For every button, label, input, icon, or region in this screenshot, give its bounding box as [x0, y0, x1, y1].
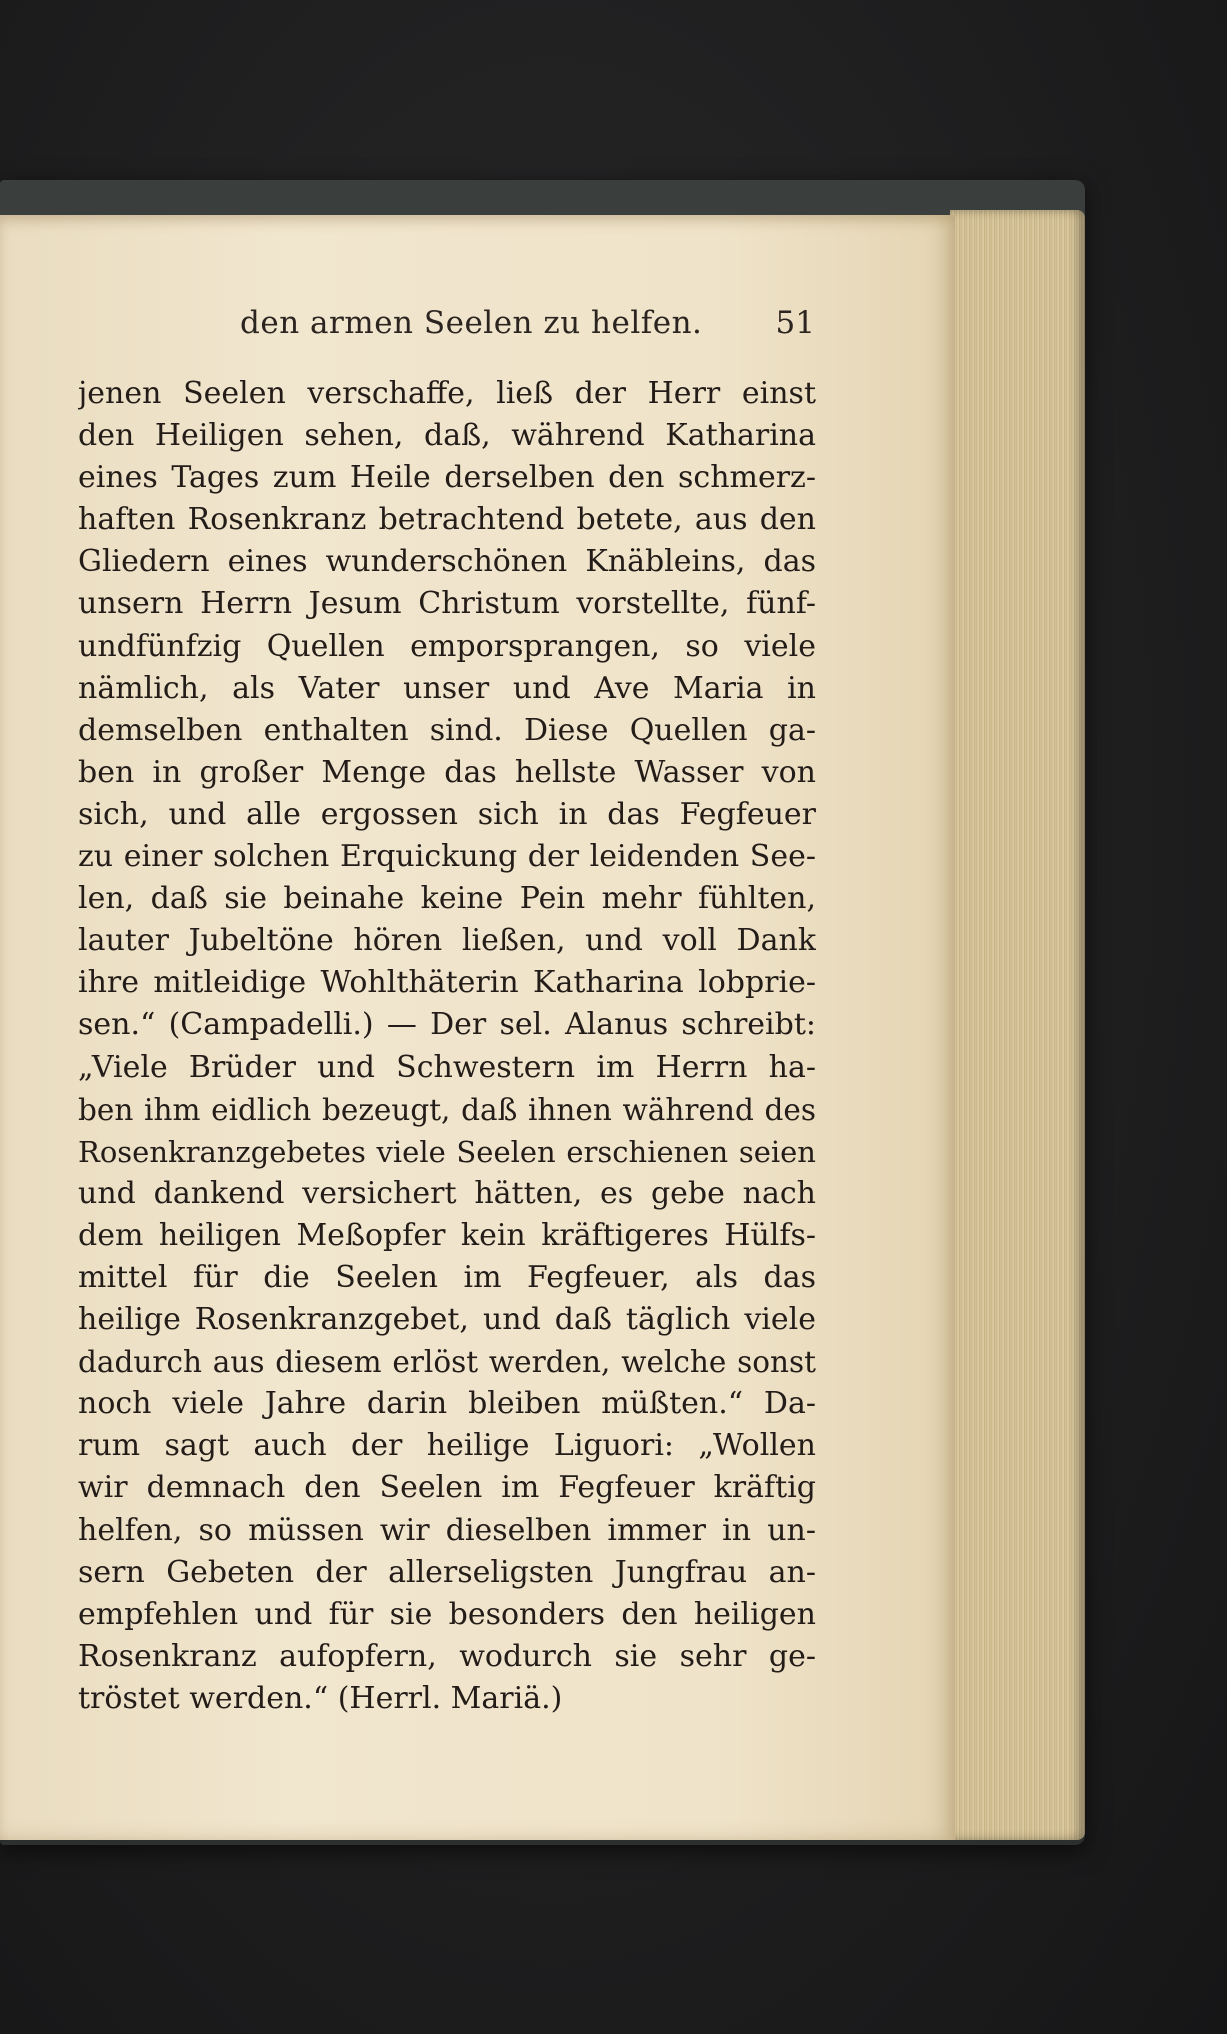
text-line: tröstet werden.“ (Herrl. Mariä.) [78, 1680, 563, 1716]
text-line: ihre mitleidige Wohlthäterin Katharina lobprie- [78, 965, 816, 1001]
text-line: ben ihm eidlich bezeugt, daß ihnen während des [78, 1092, 816, 1127]
text-line: Gliedern eines wunderschönen Knäbleins, das [78, 544, 816, 580]
text-line: sich, und alle ergossen sich in das Fegfeuer [78, 796, 816, 832]
text-line: zu einer solchen Erquickung der leidenden See- [78, 839, 816, 875]
text-line: heilige Rosenkranzgebet, und daß täglich viele [78, 1302, 816, 1338]
text-line: rum sagt auch der heilige Liguori: „Wollen [78, 1428, 816, 1464]
text-line: ben in großer Menge das hellste Wasser von [78, 754, 816, 790]
running-title: den armen Seelen zu helfen. [240, 305, 703, 341]
book-page [0, 215, 955, 1840]
text-line: empfehlen und für sie besonders den heiligen [78, 1596, 816, 1632]
page-number: 51 [775, 305, 815, 341]
text-line: eines Tages zum Heile derselben den schmerz- [78, 460, 816, 496]
text-line: Rosenkranzgebetes viele Seelen erschienen seien [78, 1134, 816, 1169]
page-edges [950, 210, 1085, 1840]
page-body-text [78, 373, 816, 1720]
text-line: unsern Herrn Jesum Christum vorstellte, fünf- [78, 586, 816, 622]
text-line: sen.“ (Campadelli.) — Der sel. Alanus schreibt: [78, 1007, 816, 1043]
running-header [240, 305, 815, 355]
text-line: „Viele Brüder und Schwestern im Herrn ha- [78, 1049, 816, 1085]
text-line: helfen, so müssen wir dieselben immer in un- [78, 1512, 816, 1548]
text-line: jenen Seelen verschaffe, ließ der Herr einst [78, 376, 816, 411]
text-line: len, daß sie beinahe keine Pein mehr fühlten, [78, 881, 816, 917]
text-line: haften Rosenkranz betrachtend betete, aus den [78, 502, 816, 538]
text-line: wir demnach den Seelen im Fegfeuer kräftig [78, 1470, 816, 1506]
text-line: mittel für die Seelen im Fegfeuer, als das [78, 1259, 816, 1295]
text-line: Rosenkranz aufopfern, wodurch sie sehr ge- [78, 1638, 816, 1674]
text-line: den Heiligen sehen, daß, während Katharina [78, 418, 816, 454]
text-line: lauter Jubeltöne hören ließen, und voll Dank [78, 923, 816, 959]
text-line: nämlich, als Vater unser und Ave Maria in [78, 670, 816, 706]
text-line: dadurch aus diesem erlöst werden, welche sonst [78, 1345, 816, 1380]
text-line: undfünfzig Quellen emporsprangen, so viele [78, 628, 816, 664]
text-line: und dankend versichert hätten, es gebe nach [78, 1175, 816, 1211]
text-line: dem heiligen Meßopfer kein kräftigeres Hülfs- [78, 1217, 816, 1253]
text-line: demselben enthalten sind. Diese Quellen ga- [78, 712, 816, 748]
text-line: noch viele Jahre darin bleiben müßten.“ Da- [78, 1386, 816, 1422]
text-line: sern Gebeten der allerseligsten Jungfrau an- [78, 1554, 816, 1590]
